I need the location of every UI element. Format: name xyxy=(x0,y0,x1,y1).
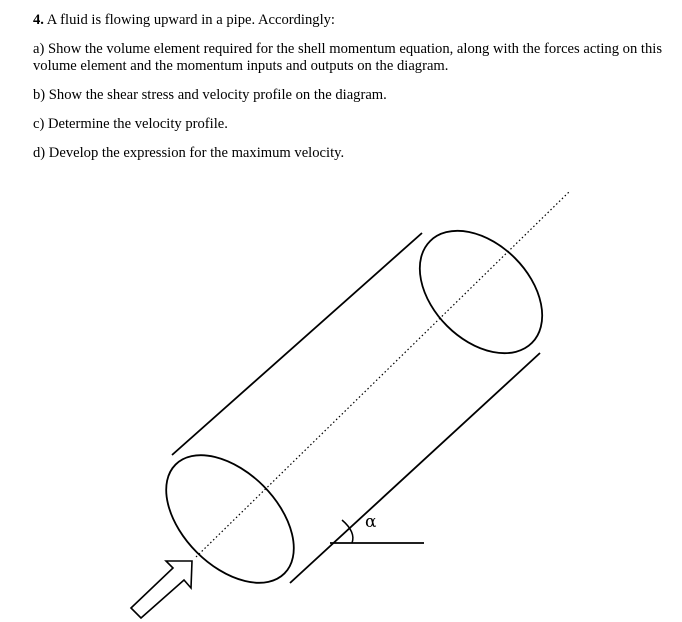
pipe-centerline xyxy=(196,191,570,557)
problem-number: 4. xyxy=(33,12,44,28)
flow-direction-arrow xyxy=(131,561,192,618)
part-a: a) Show the volume element required for the shell momentum equation, along with the forces acting on this volume element and the momentum inputs and outputs on the diagram. xyxy=(33,41,662,74)
part-c: c) Determine the velocity profile. xyxy=(33,116,228,132)
part-b: b) Show the shear stress and velocity profile on the diagram. xyxy=(33,87,387,103)
angle-label: α xyxy=(365,512,377,532)
angle-arc xyxy=(342,520,353,543)
problem-statement: A fluid is flowing upward in a pipe. Accordingly: xyxy=(46,12,335,28)
part-d: d) Develop the expression for the maximum velocity. xyxy=(33,145,345,161)
pipe-lower-edge xyxy=(290,353,540,583)
pipe-upper-edge xyxy=(172,233,422,455)
